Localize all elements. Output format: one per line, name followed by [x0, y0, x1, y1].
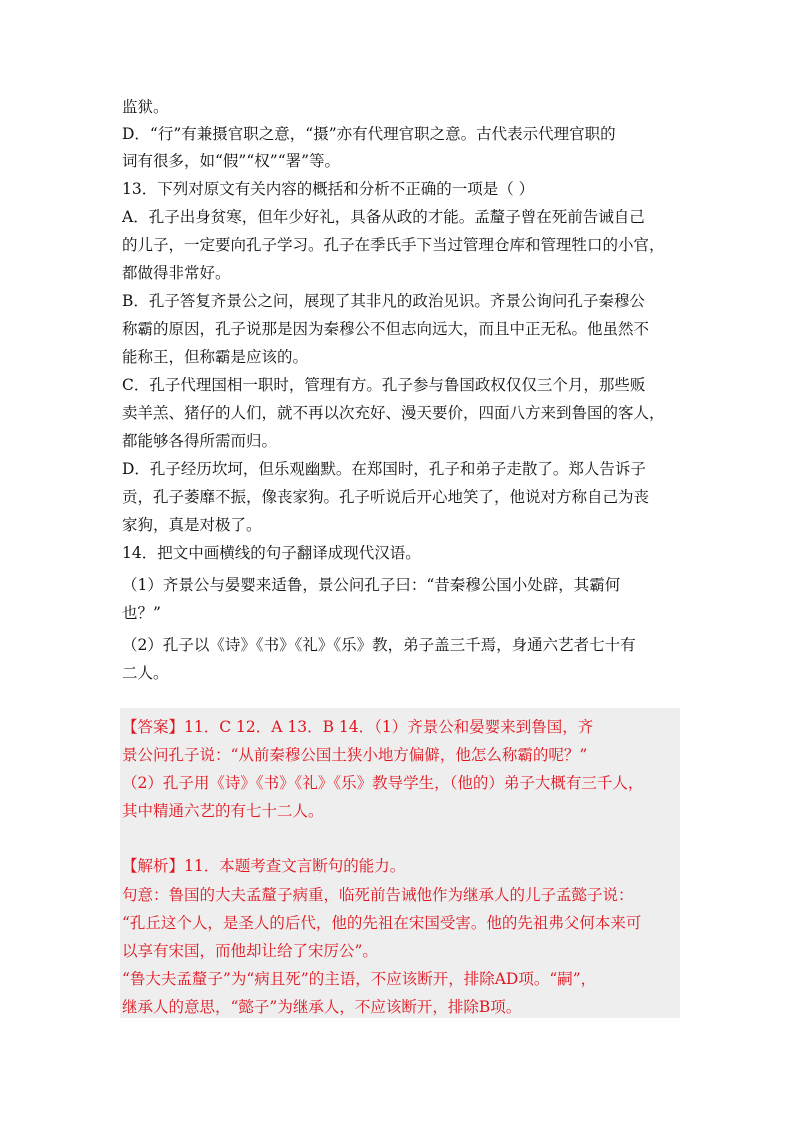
analysis-line: “孔丘这个人，是圣人的后代，他的先祖在宋国受害。他的先祖弗父何本来可: [122, 914, 642, 932]
analysis-line: “鲁大夫孟釐子”为“病且死”的主语，不应该断开，排除AD项。“嗣”，: [122, 970, 597, 988]
option-a-line: 都做得非常好。: [122, 264, 231, 282]
question-line: 词有很多，如“假”“权”“署”等。: [122, 152, 341, 170]
option-a-line: 的儿子，一定要向孔子学习。孔子在季氏手下当过管理仓库和管理牲口的小官，: [122, 236, 665, 254]
option-c-line: C．孔子代理国相一职时，管理有方。孔子参与鲁国政权仅仅三个月，那些贩: [122, 376, 646, 394]
option-d-line: 贡，孔子萎靡不振，像丧家狗。孔子听说后开心地笑了，他说对方称自己为丧: [122, 488, 650, 506]
option-b-line: 称霸的原因，孔子说那是因为秦穆公不但志向远大，而且中正无私。他虽然不: [122, 320, 650, 338]
translation-item-2: （2）孔子以《诗》《书》《礼》《乐》教，弟子盖三千焉，身通六艺者七十有: [122, 636, 636, 654]
analysis-line: 【解析】11．本题考查文言断句的能力。: [122, 857, 406, 875]
answer-line: 【答案】11．C 12．A 13．B 14．（1）齐景公和晏婴来到鲁国，齐: [122, 718, 594, 736]
analysis-line: 以享有宋国，而他却让给了宋厉公”。: [122, 942, 378, 960]
option-d-line: 家狗，真是对极了。: [122, 516, 262, 534]
option-c-line: 都能够各得所需而归。: [122, 432, 278, 450]
translation-item-1: （1）齐景公与晏婴来适鲁，景公问孔子曰：“昔秦穆公国小处辟，其霸何: [122, 576, 621, 594]
question-line: 监狱。: [122, 98, 169, 116]
option-d-line: D．孔子经历坎坷，但乐观幽默。在郑国时，孔子和弟子走散了。郑人告诉子: [122, 460, 646, 478]
answer-line: （2）孔子用《诗》《书》《礼》《乐》教导学生，（他的）弟子大概有三千人，: [122, 774, 644, 792]
analysis-line: 句意：鲁国的大夫孟釐子病重，临死前告诫他作为继承人的儿子孟懿子说：: [122, 886, 634, 904]
answer-line: 景公问孔子说：“从前秦穆公国土狭小地方偏僻，他怎么称霸的呢？”: [122, 746, 588, 764]
translation-item-1: 也？”: [122, 604, 161, 622]
option-b-line: 能称王，但称霸是应该的。: [122, 348, 309, 366]
question-line: D．“行”有兼摄官职之意，“摄”亦有代理官职之意。古代表示代理官职的: [122, 125, 616, 143]
option-b-line: B．孔子答复齐景公之问，展现了其非凡的政治见识。齐景公询问孔子秦穆公: [122, 292, 645, 310]
option-a-line: A．孔子出身贫寒，但年少好礼，具备从政的才能。孟釐子曾在死前告诫自己: [122, 208, 645, 226]
translation-item-2: 二人。: [122, 664, 169, 682]
question-14-stem: 14．把文中画横线的句子翻译成现代汉语。: [122, 544, 421, 562]
analysis-line: 继承人的意思，“懿子”为继承人，不应该断开，排除B项。: [122, 998, 522, 1016]
question-13-stem: 13．下列对原文有关内容的概括和分析不正确的一项是（ ）: [122, 180, 535, 198]
answer-line: 其中精通六艺的有七十二人。: [122, 802, 324, 820]
option-c-line: 卖羊羔、猪仔的人们，就不再以次充好、漫天要价，四面八方来到鲁国的客人，: [122, 404, 665, 422]
